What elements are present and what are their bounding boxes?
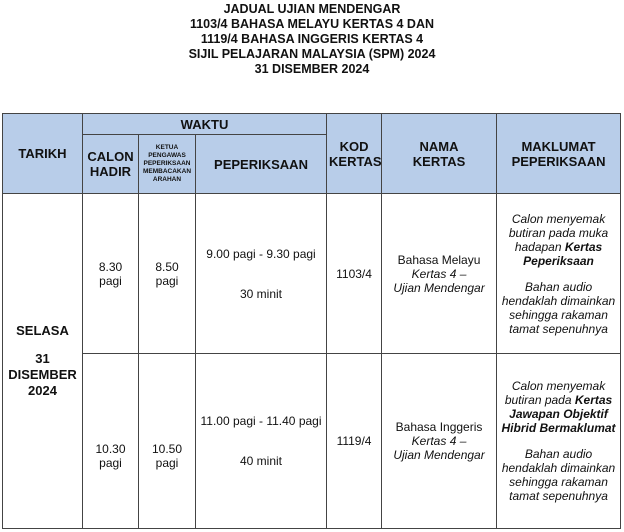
calon-hadir-cell: 8.30 pagi <box>83 194 139 354</box>
nama-cell: Bahasa Melayu Kertas 4 – Ujian Mendengar <box>382 194 497 354</box>
header-waktu: WAKTU <box>83 114 327 135</box>
kod-cell: 1119/4 <box>327 354 382 529</box>
header-ketua-pengawas: KETUA PENGAWAS PEPERIKSAAN MEMBACAKAN ARAHAN <box>139 135 196 194</box>
maklumat-cell: Calon menyemak butiran pada muka hadapan Kertas Peperiksaan Bahan audio hendaklah dimainkan sehingga rakaman tamat sepenuhnya <box>497 194 621 354</box>
document-title <box>0 0 624 77</box>
title-line: 31 DISEMBER 2024 <box>254 62 370 76</box>
calon-hadir-cell: 10.30 pagi <box>83 354 139 529</box>
header-calon-hadir: CALON HADIR <box>83 135 139 194</box>
ketua-cell: 8.50 pagi <box>139 194 196 354</box>
peperiksaan-cell: 11.00 pagi - 11.40 pagi 40 minit <box>196 354 327 529</box>
header-peperiksaan: PEPERIKSAAN <box>196 135 327 194</box>
header-tarikh: TARIKH <box>3 114 83 194</box>
header-maklumat: MAKLUMAT PEPERIKSAAN <box>497 114 621 194</box>
peperiksaan-cell: 9.00 pagi - 9.30 pagi 30 minit <box>196 194 327 354</box>
ketua-cell: 10.50 pagi <box>139 354 196 529</box>
nama-cell: Bahasa Inggeris Kertas 4 – Ujian Mendengar <box>382 354 497 529</box>
header-nama-kertas: NAMA KERTAS <box>382 114 497 194</box>
maklumat-cell: Calon menyemak butiran pada Kertas Jawapan Objektif Hibrid Bermaklumat Bahan audio hendaklah dimainkan sehingga rakaman tamat sepenuhnya <box>497 354 621 529</box>
schedule-table <box>2 113 621 529</box>
table-row <box>3 194 621 354</box>
kod-cell: 1103/4 <box>327 194 382 354</box>
title-line: 1103/4 BAHASA MELAYU KERTAS 4 DAN <box>189 17 435 31</box>
header-kod-kertas: KOD KERTAS <box>327 114 382 194</box>
title-line: 1119/4 BAHASA INGGERIS KERTAS 4 <box>200 32 424 46</box>
table-row <box>3 354 621 529</box>
title-line: JADUAL UJIAN MENDENGAR <box>223 2 401 16</box>
date-cell: SELASA 31 DISEMBER 2024 <box>3 194 83 529</box>
title-line: SIJIL PELAJARAN MALAYSIA (SPM) 2024 <box>188 47 436 61</box>
